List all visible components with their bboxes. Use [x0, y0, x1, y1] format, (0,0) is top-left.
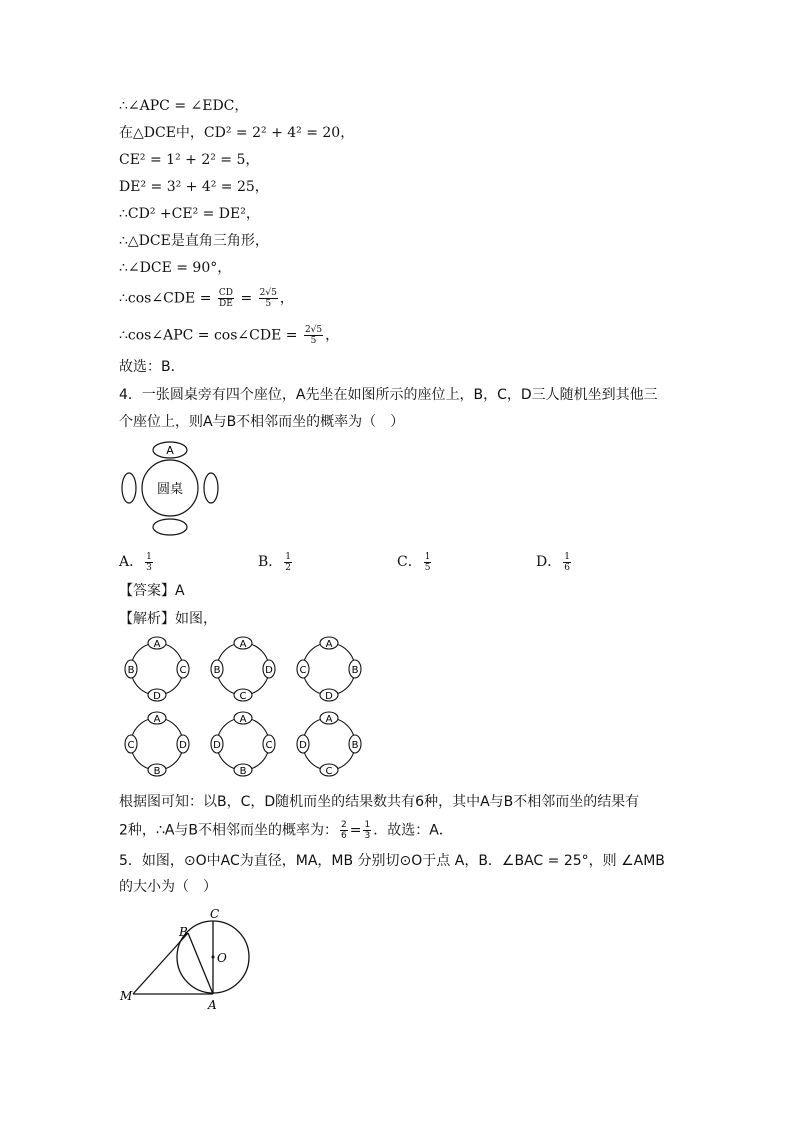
seat-label: A: [239, 714, 247, 725]
arrangement-diagrams: [110, 632, 380, 782]
fraction-numerator: 1: [146, 551, 152, 562]
seat-a-label: A: [166, 444, 174, 457]
point-b-label: B: [179, 925, 188, 939]
seat-label: A: [153, 714, 161, 725]
option-label: D．: [536, 554, 562, 570]
conclusion-tail: ．故选：A．: [373, 822, 453, 839]
fraction-denominator: 6: [341, 831, 347, 841]
seat-label: D: [299, 740, 307, 751]
solution-line-4: DE² = 3² + 4² = 25，: [119, 179, 269, 195]
q4-text-line-2: 个座位上，则A与B不相邻而坐的概率为（ ）: [119, 414, 405, 430]
circle-tangent-figure: [110, 905, 270, 1020]
option-b[interactable]: [258, 551, 294, 573]
cos-apc-prefix: ∴cos∠APC = cos∠CDE =: [119, 327, 302, 344]
fraction-denominator: 5: [265, 299, 272, 309]
fraction-denominator: 3: [146, 562, 152, 573]
table-circle: [131, 718, 183, 770]
cos-cde-prefix: ∴cos∠CDE =: [119, 290, 216, 307]
table-circle: [217, 718, 269, 770]
seat-label: B: [213, 665, 221, 676]
seat-label: A: [325, 714, 333, 725]
arrangement-1: [125, 637, 189, 702]
seat-left: [122, 473, 136, 503]
point-c-label: C: [210, 907, 220, 921]
fraction-numerator: 1: [285, 551, 292, 562]
solution-line-2: 在△DCE中，CD² = 2² + 4² = 20，: [119, 125, 355, 141]
seat-label: A: [153, 639, 161, 650]
chord-ba: [188, 933, 213, 994]
seat-label: C: [325, 766, 333, 777]
option-fraction: [145, 552, 153, 573]
q5-text-line-2: 的大小为（ ）: [119, 879, 217, 895]
fraction-denominator: 3: [364, 831, 371, 841]
fraction-numerator: 2√5: [304, 325, 323, 335]
table-circle: [217, 643, 269, 695]
tangent-mb: [133, 933, 188, 994]
fraction-numerator: 1: [564, 551, 570, 562]
center-o-dot: [212, 956, 215, 959]
option-label: C．: [397, 554, 422, 570]
seat-right: [204, 473, 218, 503]
seat-label: C: [299, 665, 307, 676]
option-c[interactable]: [397, 551, 433, 573]
point-a-label: A: [208, 998, 217, 1012]
option-fraction: [284, 552, 292, 573]
cos-cde-value-fraction: [259, 288, 278, 309]
table-circle: [303, 718, 355, 770]
cos-apc-line: ∴cos∠APC = cos∠CDE = $\frac{2√5}{5}$ ，: [119, 325, 340, 346]
option-fraction: [563, 552, 571, 573]
fraction-numerator: 1: [424, 551, 431, 562]
seat-bottom: [153, 519, 187, 535]
arrangement-4: [125, 712, 189, 777]
seat-label: B: [127, 665, 135, 676]
solution-line-5: ∴CD² +CE² = DE²，: [119, 206, 260, 222]
cos-cde-line: ∴cos∠CDE = $\frac{CD}{DE}$ = $\frac{2√5}{5}$ ，: [119, 288, 294, 309]
solution-choice: 故选：B．: [119, 359, 185, 375]
option-a[interactable]: [119, 551, 155, 573]
seat-label: C: [127, 740, 135, 751]
point-m-label: M: [120, 989, 133, 1003]
table-circle: [131, 643, 183, 695]
seat-label: D: [179, 740, 187, 751]
arrangement-5: [211, 712, 275, 777]
seat-label: A: [239, 639, 247, 650]
fraction-denominator: 6: [564, 562, 570, 573]
point-o-label: O: [217, 951, 227, 965]
arrangement-6: [297, 712, 361, 777]
option-fraction: [424, 552, 432, 573]
cd-over-de-fraction: [218, 288, 234, 309]
fraction-two-sixths: [340, 820, 348, 841]
option-d[interactable]: [536, 551, 573, 573]
seat-label: D: [213, 740, 221, 751]
seat-label: B: [239, 766, 247, 777]
fraction-numerator: CD: [218, 288, 233, 298]
analysis-label: 【解析】如图，: [119, 611, 217, 627]
seat-label: A: [325, 639, 333, 650]
cos-apc-value-fraction: [304, 325, 323, 346]
q4-text-line-1: 4．一张圆桌旁有四个座位，A先坐在如图所示的座位上，B，C，D三人随机坐到其他三: [119, 387, 658, 403]
table-circle: [303, 643, 355, 695]
seat-label: B: [153, 766, 161, 777]
arrangement-3: [297, 637, 361, 702]
seat-label: C: [265, 740, 273, 751]
fraction-denominator: 5: [424, 562, 431, 573]
seat-label: D: [325, 691, 333, 702]
solution-line-6: ∴△DCE是直角三角形，: [119, 233, 269, 249]
answer-label: 【答案】A: [119, 583, 185, 599]
seat-label: C: [179, 665, 187, 676]
solution-line-3: CE² = 1² + 2² = 5，: [119, 152, 260, 168]
conclusion-line-2: 2种，∴A与B不相邻而坐的概率为： $\frac{2}{6}$ = $\frac{1}{3}$ ．故选：A．: [119, 820, 453, 841]
fraction-denominator: 2: [285, 562, 292, 573]
q5-text-line-1: 5．如图，⊙O中AC为直径，MA，MB 分别切⊙O于点 A，B．∠BAC = 25°，则 ∠AMB: [119, 853, 665, 869]
table-label: 圆桌: [156, 482, 184, 497]
fraction-numerator: 2√5: [259, 288, 277, 298]
fraction-denominator: 5: [310, 336, 317, 346]
option-label: B．: [258, 554, 283, 570]
solution-line-1: ∴∠APC = ∠EDC，: [119, 98, 249, 114]
conclusion-text: 2种，∴A与B不相邻而坐的概率为：: [119, 822, 338, 839]
seat-label: D: [153, 691, 161, 702]
seat-label: C: [239, 691, 247, 702]
fraction-numerator: 2: [341, 820, 347, 830]
round-table-figure: [115, 438, 225, 538]
fraction-numerator: 1: [364, 820, 371, 830]
option-label: A．: [119, 554, 144, 570]
fraction-denominator: DE: [219, 299, 233, 309]
arrangement-2: [211, 637, 275, 702]
seat-label: B: [351, 665, 359, 676]
conclusion-line-1: 根据图可知：以B，C，D随机而坐的结果数共有6种，其中A与B不相邻而坐的结果有: [119, 794, 640, 810]
fraction-one-third: [363, 820, 371, 841]
seat-label: B: [351, 740, 359, 751]
seat-label: D: [265, 665, 273, 676]
solution-line-7: ∴∠DCE = 90°，: [119, 260, 232, 276]
